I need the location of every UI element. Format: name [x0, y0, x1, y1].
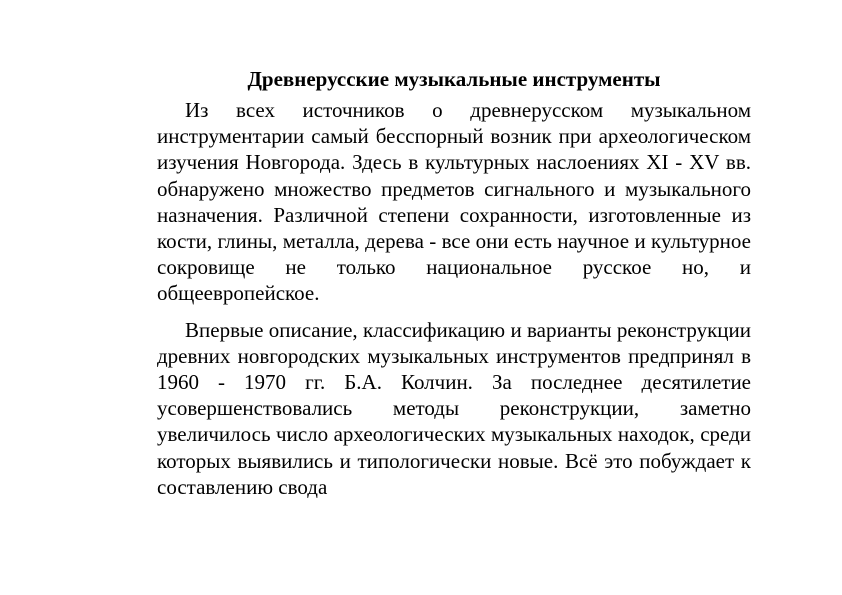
document-body [157, 66, 751, 510]
paragraph-1: Из всех источников о древнерусском музыкальном инструментарии самый бесспорный возник при археологическом изучения Новгорода. Здесь в культурных наслоениях XI - XV вв. обнаружено множество предметов сигнального и музыкального назначения. Различной степени сохранности, изготовленные из кости, глины, металла, дерева - все они есть научное и культурное сокровище не только национальное русское но, и общеевропейское. [157, 98, 751, 306]
paragraph-2: Впервые описание, классификацию и варианты реконструкции древних новгородских музыкальных инструментов предпринял в 1960 - 1970 гг. Б.А. Колчин. За последнее десятилетие усовершенствовались методы реконструкции, заметно увеличилось число археологических музыкальных находок, среди которых выявились и типологически новые. Всё это побуждает к составлению свода [157, 317, 751, 499]
document-title: Древнерусские музыкальные инструменты [247, 67, 661, 91]
